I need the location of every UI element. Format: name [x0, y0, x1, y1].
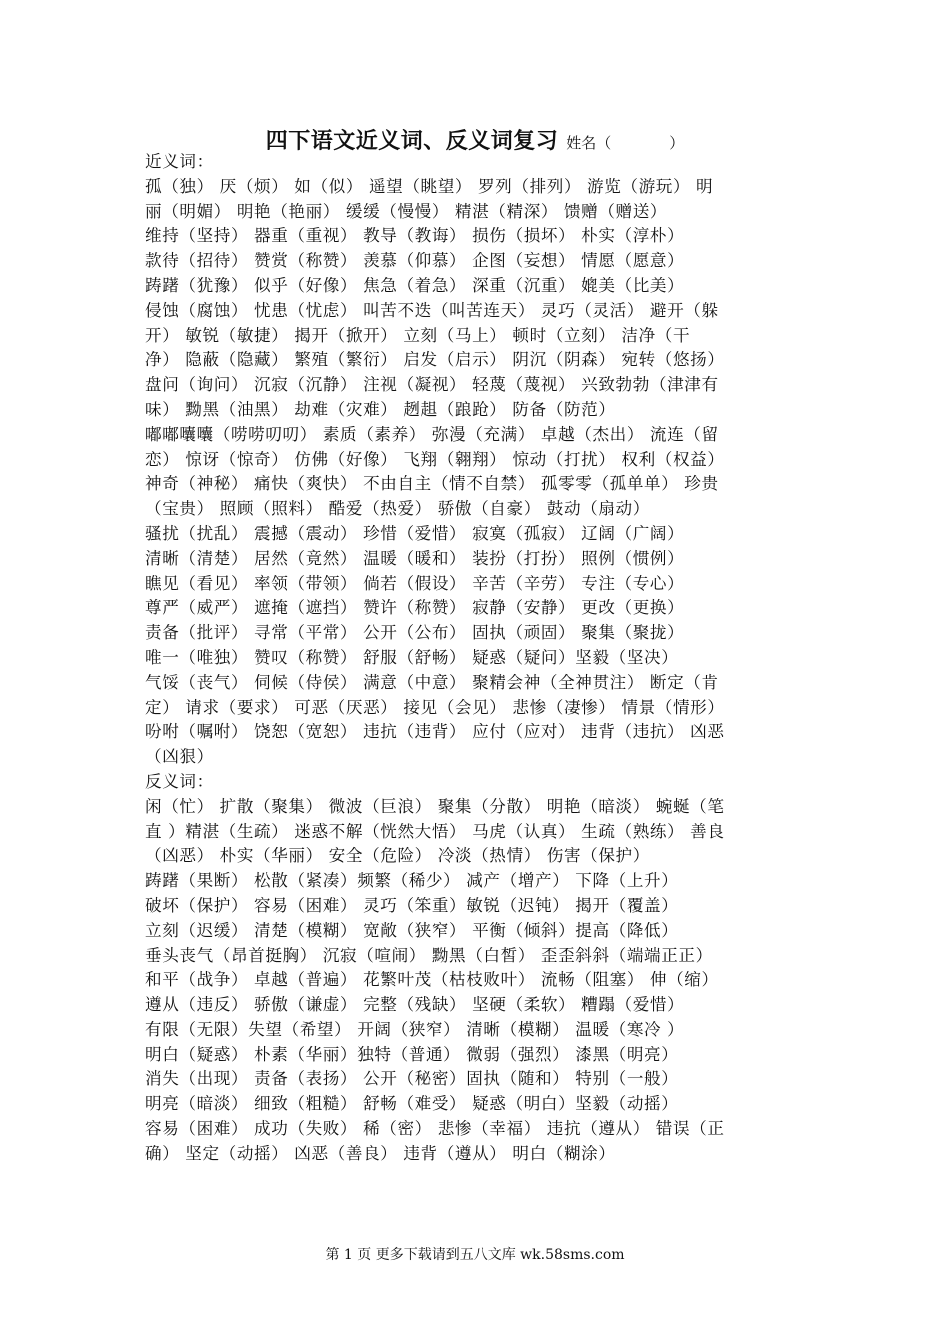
synonyms-line: （凶狠）: [145, 747, 214, 767]
content: [145, 150, 807, 1167]
synonyms-line: 丽（明媚） 明艳（艳丽） 缓缓（慢慢） 精湛（精深） 馈赠（赠送）: [145, 201, 668, 221]
synonyms-line: 责备（批评） 寻常（平常） 公开（公布） 固执（顽固） 聚集（聚拢）: [145, 623, 685, 643]
name-label-close: ）: [669, 134, 685, 152]
synonyms-line: 吩咐（嘱咐） 饶恕（宽恕） 违抗（违背） 应付（应对） 违背（违抗） 凶恶: [145, 722, 725, 742]
antonyms-line: 遵从（违反） 骄傲（谦虚） 完整（残缺） 坚硬（柔软） 糟蹋（爱惜）: [145, 995, 685, 1015]
synonyms-line: 盘问（询问） 沉寂（沉静） 注视（凝视） 轻蔑（蔑视） 兴致勃勃（津津有: [145, 375, 719, 395]
antonyms-line: 确） 坚定（动摇） 凶恶（善良） 违背（遵从） 明白（糊涂）: [145, 1143, 616, 1163]
synonyms-line: 恋） 惊讶（惊奇） 仿佛（好像） 飞翔（翱翔） 惊动（打扰） 权利（权益）: [145, 449, 725, 469]
antonyms-line: 立刻（迟缓） 清楚（模糊） 宽敞（狭窄） 平衡（倾斜）提高（降低）: [145, 920, 679, 940]
page-title: 四下语文近义词、反义词复习: [265, 128, 559, 154]
antonyms-line: 和平（战争） 卓越（普遍） 花繁叶茂（枯枝败叶） 流畅（阻塞） 伸（缩）: [145, 970, 719, 990]
synonyms-line: 嘟嘟囔囔（唠唠叨叨） 素质（素养） 弥漫（充满） 卓越（杰出） 流连（留: [145, 424, 719, 444]
synonyms-line: 气馁（丧气） 伺候（侍侯） 满意（中意） 聚精会神（全神贯注） 断定（肯: [145, 672, 719, 692]
antonyms-line: 垂头丧气（昂首挺胸） 沉寂（喧闹） 黝黑（白皙） 歪歪斜斜（端端正正）: [145, 945, 713, 965]
synonyms-line: 孤（独） 厌（烦） 如（似） 遥望（眺望） 罗列（排列） 游览（游玩） 明: [145, 176, 714, 196]
antonyms-line: 有限（无限）失望（希望） 开阔（狭窄） 清晰（模糊） 温暖（寒冷 ）: [145, 1019, 685, 1039]
antonyms-line: 明亮（暗淡） 细致（粗糙） 舒畅（难受） 疑惑（明白）坚毅（动摇）: [145, 1094, 679, 1114]
antonyms-line: 直 ）精湛（生疏） 迷惑不解（恍然大悟） 马虎（认真） 生疏（熟练） 善良: [145, 821, 725, 841]
synonyms-line: 唯一（唯独） 赞叹（称赞） 舒服（舒畅） 疑惑（疑问）坚毅（坚决）: [145, 647, 679, 667]
antonyms-line: 闲（忙） 扩散（聚集） 微波（巨浪） 聚集（分散） 明艳（暗淡） 蜿蜒（笔: [145, 796, 725, 816]
synonyms-line: 清晰（清楚） 居然（竟然） 温暖（暖和） 装扮（打扮） 照例（惯例）: [145, 548, 685, 568]
synonyms-line: 神奇（神秘） 痛快（爽快） 不由自主（情不自禁） 孤零零（孤单单） 珍贵: [145, 474, 719, 494]
antonyms-line: 容易（困难） 成功（失败） 稀（密） 悲惨（幸福） 违抗（遵从） 错误（正: [145, 1119, 725, 1139]
antonyms-line: 踌躇（果断） 松散（紧凑）频繁（稀少） 减产（增产） 下降（上升）: [145, 871, 679, 891]
synonyms-line: 骚扰（扰乱） 震撼（震动） 珍惜（爱惜） 寂寞（孤寂） 辽阔（广阔）: [145, 523, 685, 543]
synonyms-line: 净） 隐蔽（隐藏） 繁殖（繁衍） 启发（启示） 阴沉（阴森） 宛转（悠扬）: [145, 350, 725, 370]
page-footer: 第 1 页 更多下载请到五八文库 wk.58sms.com: [325, 1247, 625, 1263]
name-label-open: 姓名（: [566, 134, 612, 152]
antonyms-line: 明白（疑惑） 朴素（华丽）独特（普通） 微弱（强烈） 漆黑（明亮）: [145, 1044, 679, 1064]
synonyms-heading: 近义词：: [145, 152, 214, 171]
synonyms-line: （宝贵） 照顾（照料） 酷爱（热爱） 骄傲（自豪） 鼓动（扇动）: [145, 499, 650, 519]
synonyms-line: 维持（坚持） 器重（重视） 教导（教诲） 损伤（损坏） 朴实（淳朴）: [145, 226, 685, 246]
antonyms-list: [145, 795, 807, 1167]
synonyms-list: [145, 175, 807, 770]
synonyms-line: 定） 请求（要求） 可恶（厌恶） 接见（会见） 悲惨（凄惨） 情景（情形）: [145, 697, 725, 717]
antonyms-line: 消失（出现） 责备（表扬） 公开（秘密）固执（随和） 特别（一般）: [145, 1069, 679, 1089]
antonyms-line: 破坏（保护） 容易（困难） 灵巧（笨重）敏锐（迟钝） 揭开（覆盖）: [145, 895, 679, 915]
synonyms-line: 侵蚀（腐蚀） 忧患（忧虑） 叫苦不迭（叫苦连天） 灵巧（灵活） 避开（躲: [145, 300, 719, 320]
synonyms-line: 味） 黝黑（油黑） 劫难（灾难） 趔趄（踉跄） 防备（防范）: [145, 399, 616, 419]
synonyms-line: 踌躇（犹豫） 似乎（好像） 焦急（着急） 深重（沉重） 媲美（比美）: [145, 275, 685, 295]
antonyms-line: （凶恶） 朴实（华丽） 安全（危险） 冷淡（热情） 伤害（保护）: [145, 846, 650, 866]
synonyms-line: 尊严（威严） 遮掩（遮挡） 赞许（称赞） 寂静（安静） 更改（更换）: [145, 598, 685, 618]
antonyms-heading: 反义词：: [145, 771, 214, 791]
synonyms-line: 瞧见（看见） 率领（带领） 倘若（假设） 辛苦（辛劳） 专注（专心）: [145, 573, 685, 593]
synonyms-line: 款待（招待） 赞赏（称赞） 羡慕（仰慕） 企图（妄想） 情愿（愿意）: [145, 251, 685, 271]
synonyms-line: 开） 敏锐（敏捷） 揭开（掀开） 立刻（马上） 顿时（立刻） 洁净（干: [145, 325, 691, 345]
